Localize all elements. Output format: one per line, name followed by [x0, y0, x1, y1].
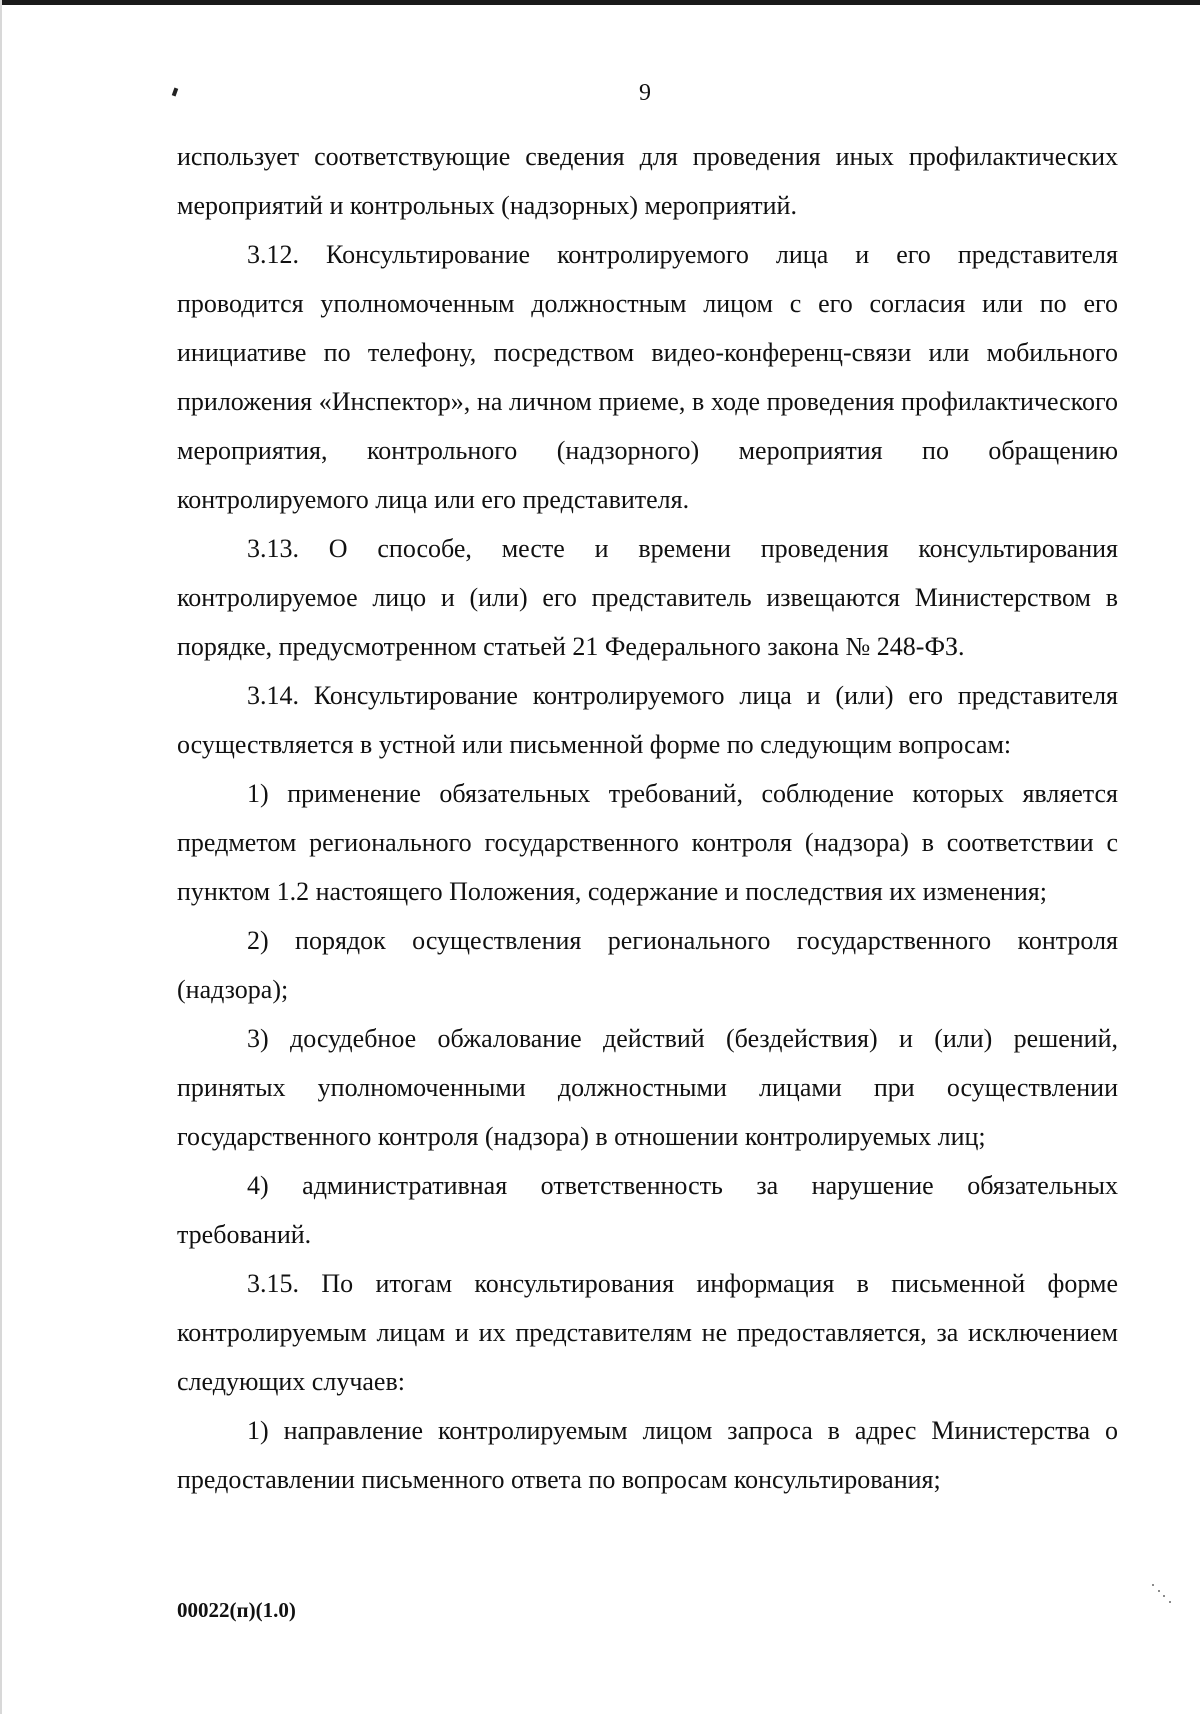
paragraph-3-14: 3.14. Консультирование контролируемого лица и (или) его представителя осуществляется в устной или письменной форме по следующим вопросам:: [177, 681, 1118, 759]
paragraph-3-13: 3.13. О способе, месте и времени проведения консультирования контролируемое лицо и (или) его представитель извещаются Министерством в порядке, предусмотренном статьей 21 Федерального закона № 248-ФЗ.: [177, 534, 1118, 661]
body-text: [177, 132, 1118, 1504]
page-number: 9: [639, 80, 651, 106]
top-scan-border: [0, 0, 1200, 5]
list-item-4: 4) административная ответственность за нарушение обязательных требований.: [177, 1171, 1118, 1249]
left-scan-edge: [0, 0, 2, 1714]
list-item-2: 2) порядок осуществления регионального государственного контроля (надзора);: [177, 926, 1118, 1004]
list-item-1: 1) применение обязательных требований, соблюдение которых является предметом регионального государственного контроля (надзора) в соответствии с пунктом 1.2 настоящего Положения, содержание и последствия их изменения;: [177, 779, 1118, 906]
paragraph-3-15: 3.15. По итогам консультирования информация в письменной форме контролируемым лицам и их представителям не предоставляется, за исключением следующих случаев:: [177, 1269, 1118, 1396]
case-item-1: 1) направление контролируемым лицом запроса в адрес Министерства о предоставлении письменного ответа по вопросам консультирования;: [177, 1416, 1118, 1494]
list-item-3: 3) досудебное обжалование действий (бездействия) и (или) решений, принятых уполномоченными должностными лицами при осуществлении государственного контроля (надзора) в отношении контролируемых лиц;: [177, 1024, 1118, 1151]
scan-dots: [1150, 1580, 1180, 1610]
paragraph-continuation: использует соответствующие сведения для проведения иных профилактических мероприятий и контрольных (надзорных) мероприятий.: [177, 142, 1118, 220]
paragraph-3-12: 3.12. Консультирование контролируемого лица и его представителя проводится уполномоченным должностным лицом с его согласия или по его инициативе по телефону, посредством видео-конференц-связи или мобильного приложения «Инспектор», на личном приеме, в ходе проведения профилактического мероприятия, контрольного (надзорного) мероприятия по обращению контролируемого лица или его представителя.: [177, 240, 1118, 514]
document-code: 00022(п)(1.0): [177, 1598, 296, 1622]
